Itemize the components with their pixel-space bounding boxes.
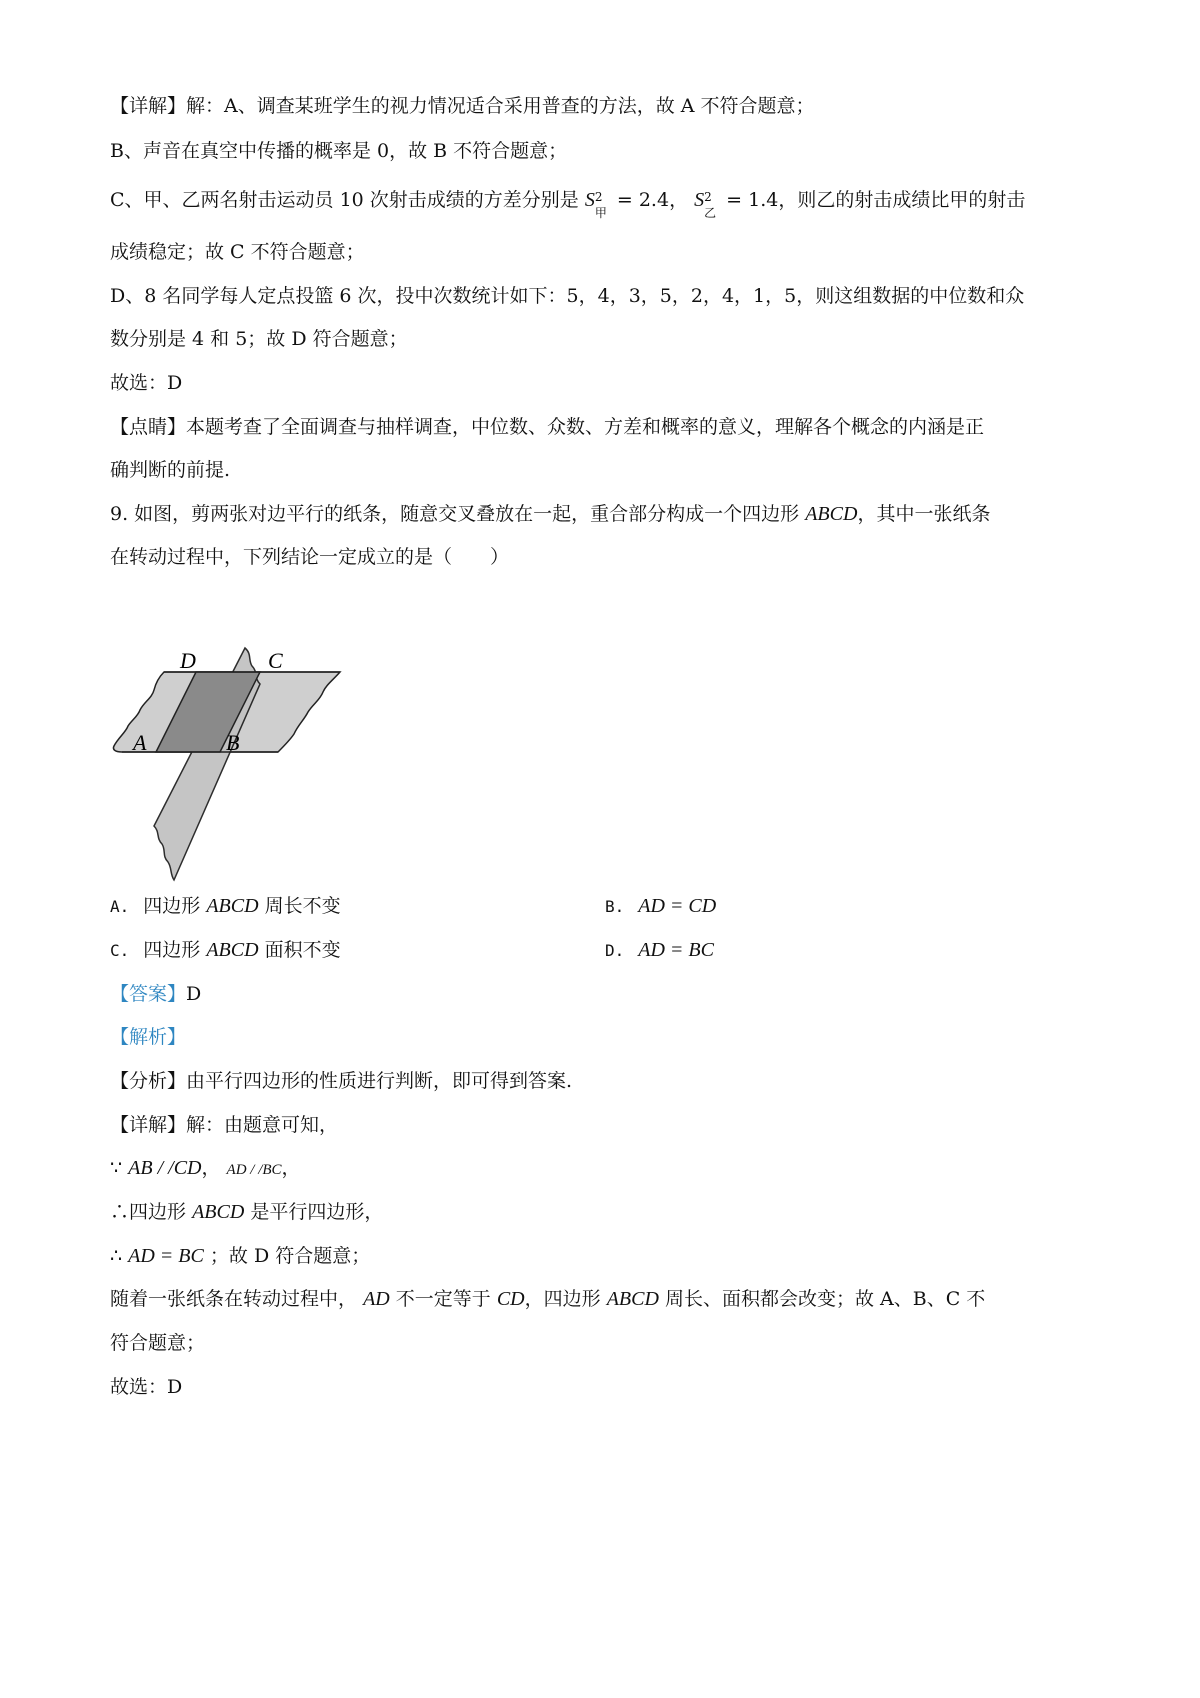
because-symbol: ∵ — [110, 1157, 123, 1179]
solution-text: 是平行四边形， — [250, 1201, 384, 1223]
option-math: ABCD — [206, 895, 259, 917]
solution-therefore-1 — [110, 1198, 1100, 1226]
variance-index-yi — [704, 190, 720, 220]
option-text: 面积不变 — [264, 939, 341, 961]
answer-line — [110, 980, 1100, 1008]
vertex-label-a: A — [133, 730, 147, 755]
detail-text: B、声音在真空中传播的概率是 0，故 B 不符合题意； — [110, 140, 568, 162]
variance-value-jia: = 2.4 — [610, 189, 670, 211]
solution-text: 【分析】由平行四边形的性质进行判断，即可得到答案. — [110, 1070, 573, 1092]
question-text: 9. 如图，剪两张对边平行的纸条，随意交叉叠放在一起，重合部分构成一个四边形 — [110, 503, 800, 525]
subscript: 甲 — [594, 206, 607, 220]
solution-text: ，四边形 — [524, 1288, 601, 1310]
option-math: ABCD — [206, 939, 259, 961]
variance-value-yi: = 1.4 — [720, 189, 779, 211]
detail-line-a — [110, 92, 1100, 120]
subscript: 乙 — [704, 206, 717, 220]
question-line-2 — [110, 543, 1100, 571]
option-letter: A. — [110, 897, 130, 916]
detail-text: D、8 名同学每人定点投篮 6 次，投中次数统计如下：5，4，3，5，2，4，1，5，则这组数据的中位数和众 — [110, 285, 1025, 307]
variance-symbol-yi: S — [694, 189, 705, 211]
detail-text: 成绩稳定；故 C 不符合题意； — [110, 241, 365, 263]
comment-text: 确判断的前提. — [110, 459, 231, 481]
solution-text: 故选：D — [110, 1376, 183, 1398]
option-c — [110, 936, 341, 965]
analysis-label: 【解析】 — [110, 1026, 187, 1048]
option-letter: B. — [605, 897, 625, 916]
quadrilateral-name: ABCD — [192, 1201, 245, 1223]
solution-text: 四边形 — [129, 1201, 187, 1223]
question-text: ，其中一张纸条 — [857, 503, 991, 525]
answer-label: 【答案】 — [110, 983, 187, 1005]
quadrilateral-name: ABCD — [606, 1288, 659, 1310]
detail-text: 数分别是 4 和 5；故 D 符合题意； — [110, 328, 408, 350]
option-letter: D. — [605, 941, 625, 960]
superscript: 2 — [594, 190, 603, 204]
analysis-line — [110, 1023, 1100, 1051]
quadrilateral-name: ABCD — [805, 503, 858, 525]
solution-because — [110, 1154, 1100, 1184]
solution-rotation-2 — [110, 1329, 1100, 1357]
detail-line-c2 — [110, 238, 1100, 266]
option-text: 周长不变 — [264, 895, 341, 917]
solution-detail — [110, 1111, 1100, 1139]
comment-text: 【点睛】本题考查了全面调查与抽样调查，中位数、众数、方差和概率的意义，理解各个概念的内涵是正 — [110, 416, 985, 438]
solution-text: 周长、面积都会改变；故 A、B、C 不 — [664, 1288, 986, 1310]
solution-text: 【详解】解：由题意可知， — [110, 1114, 339, 1136]
detail-text: 【详解】解：A、调查某班学生的视力情况适合采用普查的方法，故 A 不符合题意； — [110, 95, 815, 117]
question-line-1 — [110, 500, 1100, 528]
option-letter: C. — [110, 941, 130, 960]
separator: ， — [201, 1157, 221, 1179]
separator: ， — [281, 1157, 301, 1179]
variance-index-jia — [594, 190, 611, 220]
superscript: 2 — [704, 190, 712, 204]
comment-line-2 — [110, 456, 1100, 484]
paper-strips-figure — [108, 640, 348, 890]
parallel-statement: AB / /CD — [128, 1157, 202, 1179]
equality-statement: AD = BC — [128, 1245, 204, 1267]
detail-line-d — [110, 282, 1100, 310]
detail-line-d2 — [110, 325, 1100, 353]
parallel-statement: AD / /BC — [226, 1162, 282, 1178]
separator: ， — [669, 189, 689, 211]
answer-value: D — [186, 983, 202, 1005]
solution-text: ；故 D 符合题意； — [209, 1245, 371, 1267]
option-math: AD = CD — [638, 895, 717, 917]
solution-text: 不一定等于 — [395, 1288, 491, 1310]
variance-symbol-jia: S — [584, 189, 595, 211]
option-a — [110, 892, 341, 921]
vertex-label-b: B — [226, 730, 240, 755]
detail-choice — [110, 369, 1100, 397]
comment-line-1 — [110, 413, 1100, 441]
vertex-label-c: C — [268, 648, 283, 673]
option-d — [605, 936, 714, 965]
vertex-label-d: D — [180, 648, 196, 673]
segment-name: CD — [496, 1288, 525, 1310]
therefore-symbol: ∴ — [110, 1201, 130, 1223]
solution-rotation — [110, 1285, 1100, 1313]
option-text: 四边形 — [143, 895, 201, 917]
detail-line-c — [110, 186, 1100, 220]
option-b — [605, 892, 716, 921]
segment-name: AD — [363, 1288, 390, 1310]
solution-text: 随着一张纸条在转动过程中， — [110, 1288, 358, 1310]
detail-text: ，则乙的射击成绩比甲的射击 — [778, 189, 1026, 211]
solution-therefore-2 — [110, 1242, 1100, 1270]
therefore-symbol: ∴ — [110, 1245, 123, 1267]
detail-text: C、甲、乙两名射击运动员 10 次射击成绩的方差分别是 — [110, 189, 579, 211]
solution-analysis — [110, 1067, 1100, 1095]
option-text: 四边形 — [143, 939, 201, 961]
question-text: 在转动过程中，下列结论一定成立的是（ ） — [110, 546, 510, 568]
solution-text: 符合题意； — [110, 1332, 206, 1354]
option-math: AD = BC — [638, 939, 714, 961]
detail-line-b — [110, 137, 1100, 165]
detail-text: 故选：D — [110, 372, 183, 394]
solution-choice — [110, 1373, 1100, 1401]
